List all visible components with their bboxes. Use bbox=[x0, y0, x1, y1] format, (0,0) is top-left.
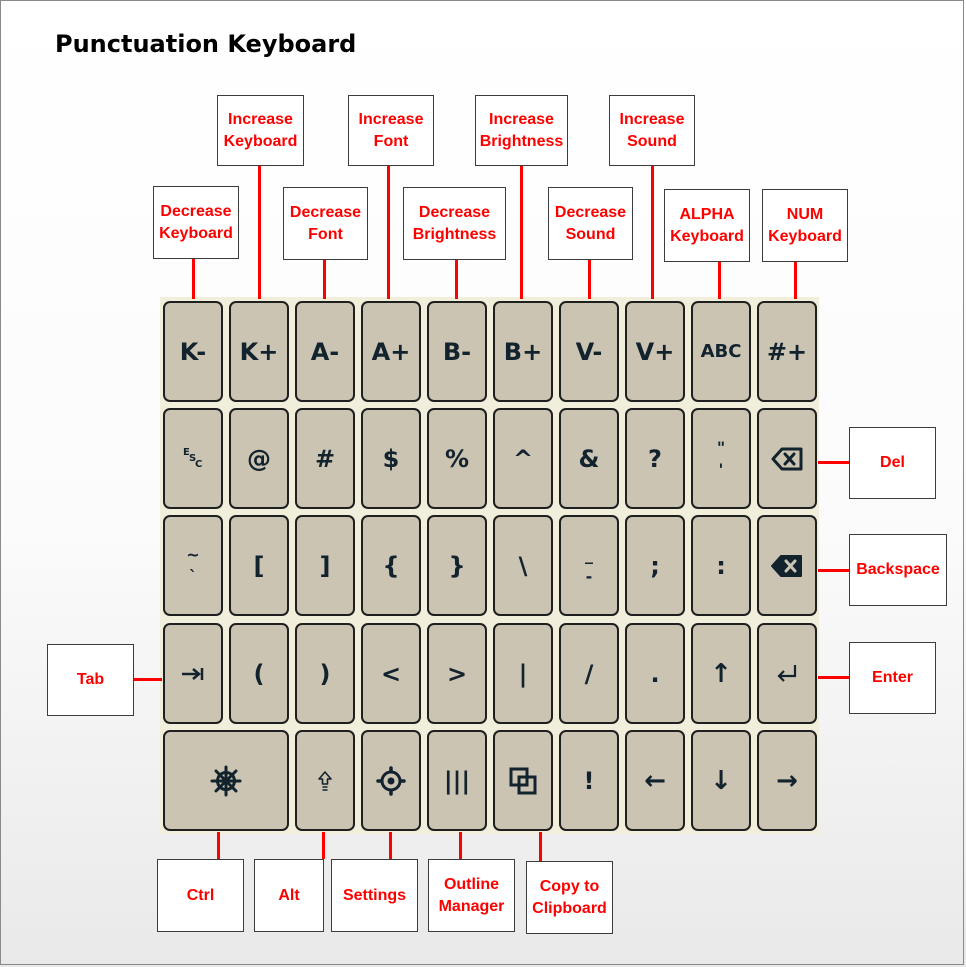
ampersand-key[interactable] bbox=[559, 408, 619, 509]
key-label: / bbox=[584, 659, 594, 688]
callout-decrease-sound: Decrease Sound bbox=[548, 187, 633, 260]
key-label: > bbox=[446, 659, 468, 688]
tab-icon bbox=[180, 666, 206, 682]
key-label: { bbox=[382, 551, 400, 580]
tab-key[interactable] bbox=[163, 623, 223, 724]
increase-brightness-key[interactable] bbox=[493, 301, 553, 402]
key-label: . bbox=[650, 659, 660, 688]
less-than-key[interactable] bbox=[361, 623, 421, 724]
tilde-backtick-key[interactable] bbox=[163, 515, 223, 616]
alt-arrow-icon bbox=[318, 771, 332, 791]
key-label: K+ bbox=[239, 337, 279, 366]
connector-decrease-sound bbox=[588, 260, 591, 299]
ctrl-key[interactable] bbox=[163, 730, 289, 831]
question-key[interactable] bbox=[625, 408, 685, 509]
key-label: ! bbox=[583, 766, 595, 795]
pipe-key[interactable] bbox=[493, 623, 553, 724]
connector-settings bbox=[389, 832, 392, 859]
callout-ctrl: Ctrl bbox=[157, 859, 244, 932]
connector-increase-brightness bbox=[520, 166, 523, 299]
del-key[interactable] bbox=[757, 408, 817, 509]
key-label: ? bbox=[648, 444, 662, 473]
left-brace-key[interactable] bbox=[361, 515, 421, 616]
decrease-font-key[interactable] bbox=[295, 301, 355, 402]
connector-increase-sound bbox=[651, 166, 654, 299]
copy-icon bbox=[508, 766, 538, 796]
page-title: Punctuation Keyboard bbox=[55, 30, 357, 58]
connector-increase-font bbox=[387, 166, 390, 299]
callout-increase-keyboard: Increase Keyboard bbox=[217, 95, 304, 166]
connector-decrease-brightness bbox=[455, 260, 458, 299]
right-brace-key[interactable] bbox=[427, 515, 487, 616]
key-label: V+ bbox=[635, 337, 675, 366]
callout-num-keyboard: NUM Keyboard bbox=[762, 189, 848, 262]
connector-enter bbox=[818, 676, 849, 679]
esc-letter: E bbox=[183, 446, 190, 458]
down-arrow-key[interactable] bbox=[691, 730, 751, 831]
key-label: B+ bbox=[503, 337, 543, 366]
key-label: [ bbox=[253, 551, 265, 580]
callout-outline-manager: Outline Manager bbox=[428, 859, 515, 932]
settings-key[interactable] bbox=[361, 730, 421, 831]
key-label: ↓ bbox=[710, 765, 732, 796]
key-label: A+ bbox=[371, 337, 411, 366]
key-label: \ bbox=[518, 551, 528, 580]
alt-key[interactable] bbox=[295, 730, 355, 831]
callout-decrease-brightness: Decrease Brightness bbox=[403, 187, 506, 260]
backslash-key[interactable] bbox=[493, 515, 553, 616]
key-label: | bbox=[518, 659, 528, 688]
connector-increase-keyboard bbox=[258, 166, 261, 299]
decrease-sound-key[interactable] bbox=[559, 301, 619, 402]
exclamation-key[interactable] bbox=[559, 730, 619, 831]
callout-decrease-font: Decrease Font bbox=[283, 187, 368, 260]
callout-copy-to-clipboard: Copy to Clipboard bbox=[526, 861, 613, 934]
esc-label bbox=[181, 447, 205, 471]
connector-del bbox=[818, 461, 849, 464]
callout-settings: Settings bbox=[331, 859, 418, 932]
greater-than-key[interactable] bbox=[427, 623, 487, 724]
callout-enter: Enter bbox=[849, 642, 936, 714]
enter-key[interactable] bbox=[757, 623, 817, 724]
connector-backspace bbox=[818, 569, 849, 572]
connector-decrease-keyboard bbox=[192, 259, 195, 299]
callout-backspace: Backspace bbox=[849, 534, 947, 606]
connector-tab bbox=[134, 678, 162, 681]
left-paren-key[interactable] bbox=[229, 623, 289, 724]
left-bracket-key[interactable] bbox=[229, 515, 289, 616]
decrease-keyboard-key[interactable] bbox=[163, 301, 223, 402]
key-label: → bbox=[776, 765, 798, 796]
slash-key[interactable] bbox=[559, 623, 619, 724]
connector-alpha-keyboard bbox=[718, 262, 721, 299]
key-label: } bbox=[448, 551, 466, 580]
up-arrow-key[interactable] bbox=[691, 623, 751, 724]
key-label: & bbox=[578, 444, 600, 473]
callout-alpha-keyboard: ALPHA Keyboard bbox=[664, 189, 750, 262]
enter-icon bbox=[775, 663, 799, 685]
connector-alt bbox=[322, 832, 325, 859]
backspace-icon bbox=[770, 553, 804, 579]
key-label: _ - bbox=[585, 544, 593, 586]
esc-letter: C bbox=[195, 458, 203, 470]
key-label: ↑ bbox=[710, 658, 732, 689]
key-label: $ bbox=[382, 444, 400, 473]
num-keyboard-key[interactable] bbox=[757, 301, 817, 402]
key-label: K- bbox=[179, 337, 207, 366]
key-label: : bbox=[716, 551, 726, 580]
colon-key[interactable] bbox=[691, 515, 751, 616]
key-label: " ' bbox=[716, 437, 726, 479]
right-arrow-key[interactable] bbox=[757, 730, 817, 831]
left-arrow-key[interactable] bbox=[625, 730, 685, 831]
key-label: B- bbox=[442, 337, 472, 366]
copy-to-clipboard-key[interactable] bbox=[493, 730, 553, 831]
key-label: ^ bbox=[512, 444, 534, 473]
right-paren-key[interactable] bbox=[295, 623, 355, 724]
connector-ctrl bbox=[217, 832, 220, 859]
del-icon bbox=[771, 446, 803, 472]
key-label: ; bbox=[650, 551, 660, 580]
esc-letter: S bbox=[189, 452, 197, 464]
ctrl-wheel-icon bbox=[210, 765, 242, 797]
key-label: ) bbox=[319, 659, 331, 688]
increase-keyboard-key[interactable] bbox=[229, 301, 289, 402]
callout-del: Del bbox=[849, 427, 936, 499]
at-key[interactable] bbox=[229, 408, 289, 509]
key-label: ABC bbox=[700, 340, 742, 362]
key-label: ||| bbox=[443, 766, 471, 795]
key-label: A- bbox=[310, 337, 340, 366]
esc-key[interactable] bbox=[163, 408, 223, 509]
caret-key[interactable] bbox=[493, 408, 553, 509]
key-label: % bbox=[444, 444, 470, 473]
key-label: V- bbox=[575, 337, 603, 366]
connector-outline-manager bbox=[459, 832, 462, 859]
callout-increase-font: Increase Font bbox=[348, 95, 434, 166]
key-label: ( bbox=[253, 659, 265, 688]
key-label: #+ bbox=[766, 337, 808, 366]
connector-decrease-font bbox=[323, 260, 326, 299]
percent-key[interactable] bbox=[427, 408, 487, 509]
backspace-key[interactable] bbox=[757, 515, 817, 616]
dollar-key[interactable] bbox=[361, 408, 421, 509]
key-label: ] bbox=[319, 551, 331, 580]
decrease-brightness-key[interactable] bbox=[427, 301, 487, 402]
semicolon-key[interactable] bbox=[625, 515, 685, 616]
settings-gear-icon bbox=[376, 766, 406, 796]
callout-tab: Tab bbox=[47, 644, 134, 716]
key-label: # bbox=[314, 444, 336, 473]
callout-decrease-keyboard: Decrease Keyboard bbox=[153, 186, 239, 259]
underscore-minus-key[interactable] bbox=[559, 515, 619, 616]
key-label: @ bbox=[247, 444, 271, 473]
callout-increase-brightness: Increase Brightness bbox=[475, 95, 568, 166]
callout-alt: Alt bbox=[254, 859, 324, 932]
period-key[interactable] bbox=[625, 623, 685, 724]
callout-increase-sound: Increase Sound bbox=[609, 95, 695, 166]
key-label: < bbox=[380, 659, 402, 688]
right-bracket-key[interactable] bbox=[295, 515, 355, 616]
key-label: ~ ` bbox=[186, 544, 200, 586]
hash-key[interactable] bbox=[295, 408, 355, 509]
outline-manager-key[interactable] bbox=[427, 730, 487, 831]
alpha-keyboard-key[interactable] bbox=[691, 301, 751, 402]
connector-copy-to-clipboard bbox=[539, 832, 542, 861]
key-label: ← bbox=[644, 765, 666, 796]
increase-font-key[interactable] bbox=[361, 301, 421, 402]
connector-num-keyboard bbox=[794, 262, 797, 299]
quote-key[interactable] bbox=[691, 408, 751, 509]
increase-sound-key[interactable] bbox=[625, 301, 685, 402]
